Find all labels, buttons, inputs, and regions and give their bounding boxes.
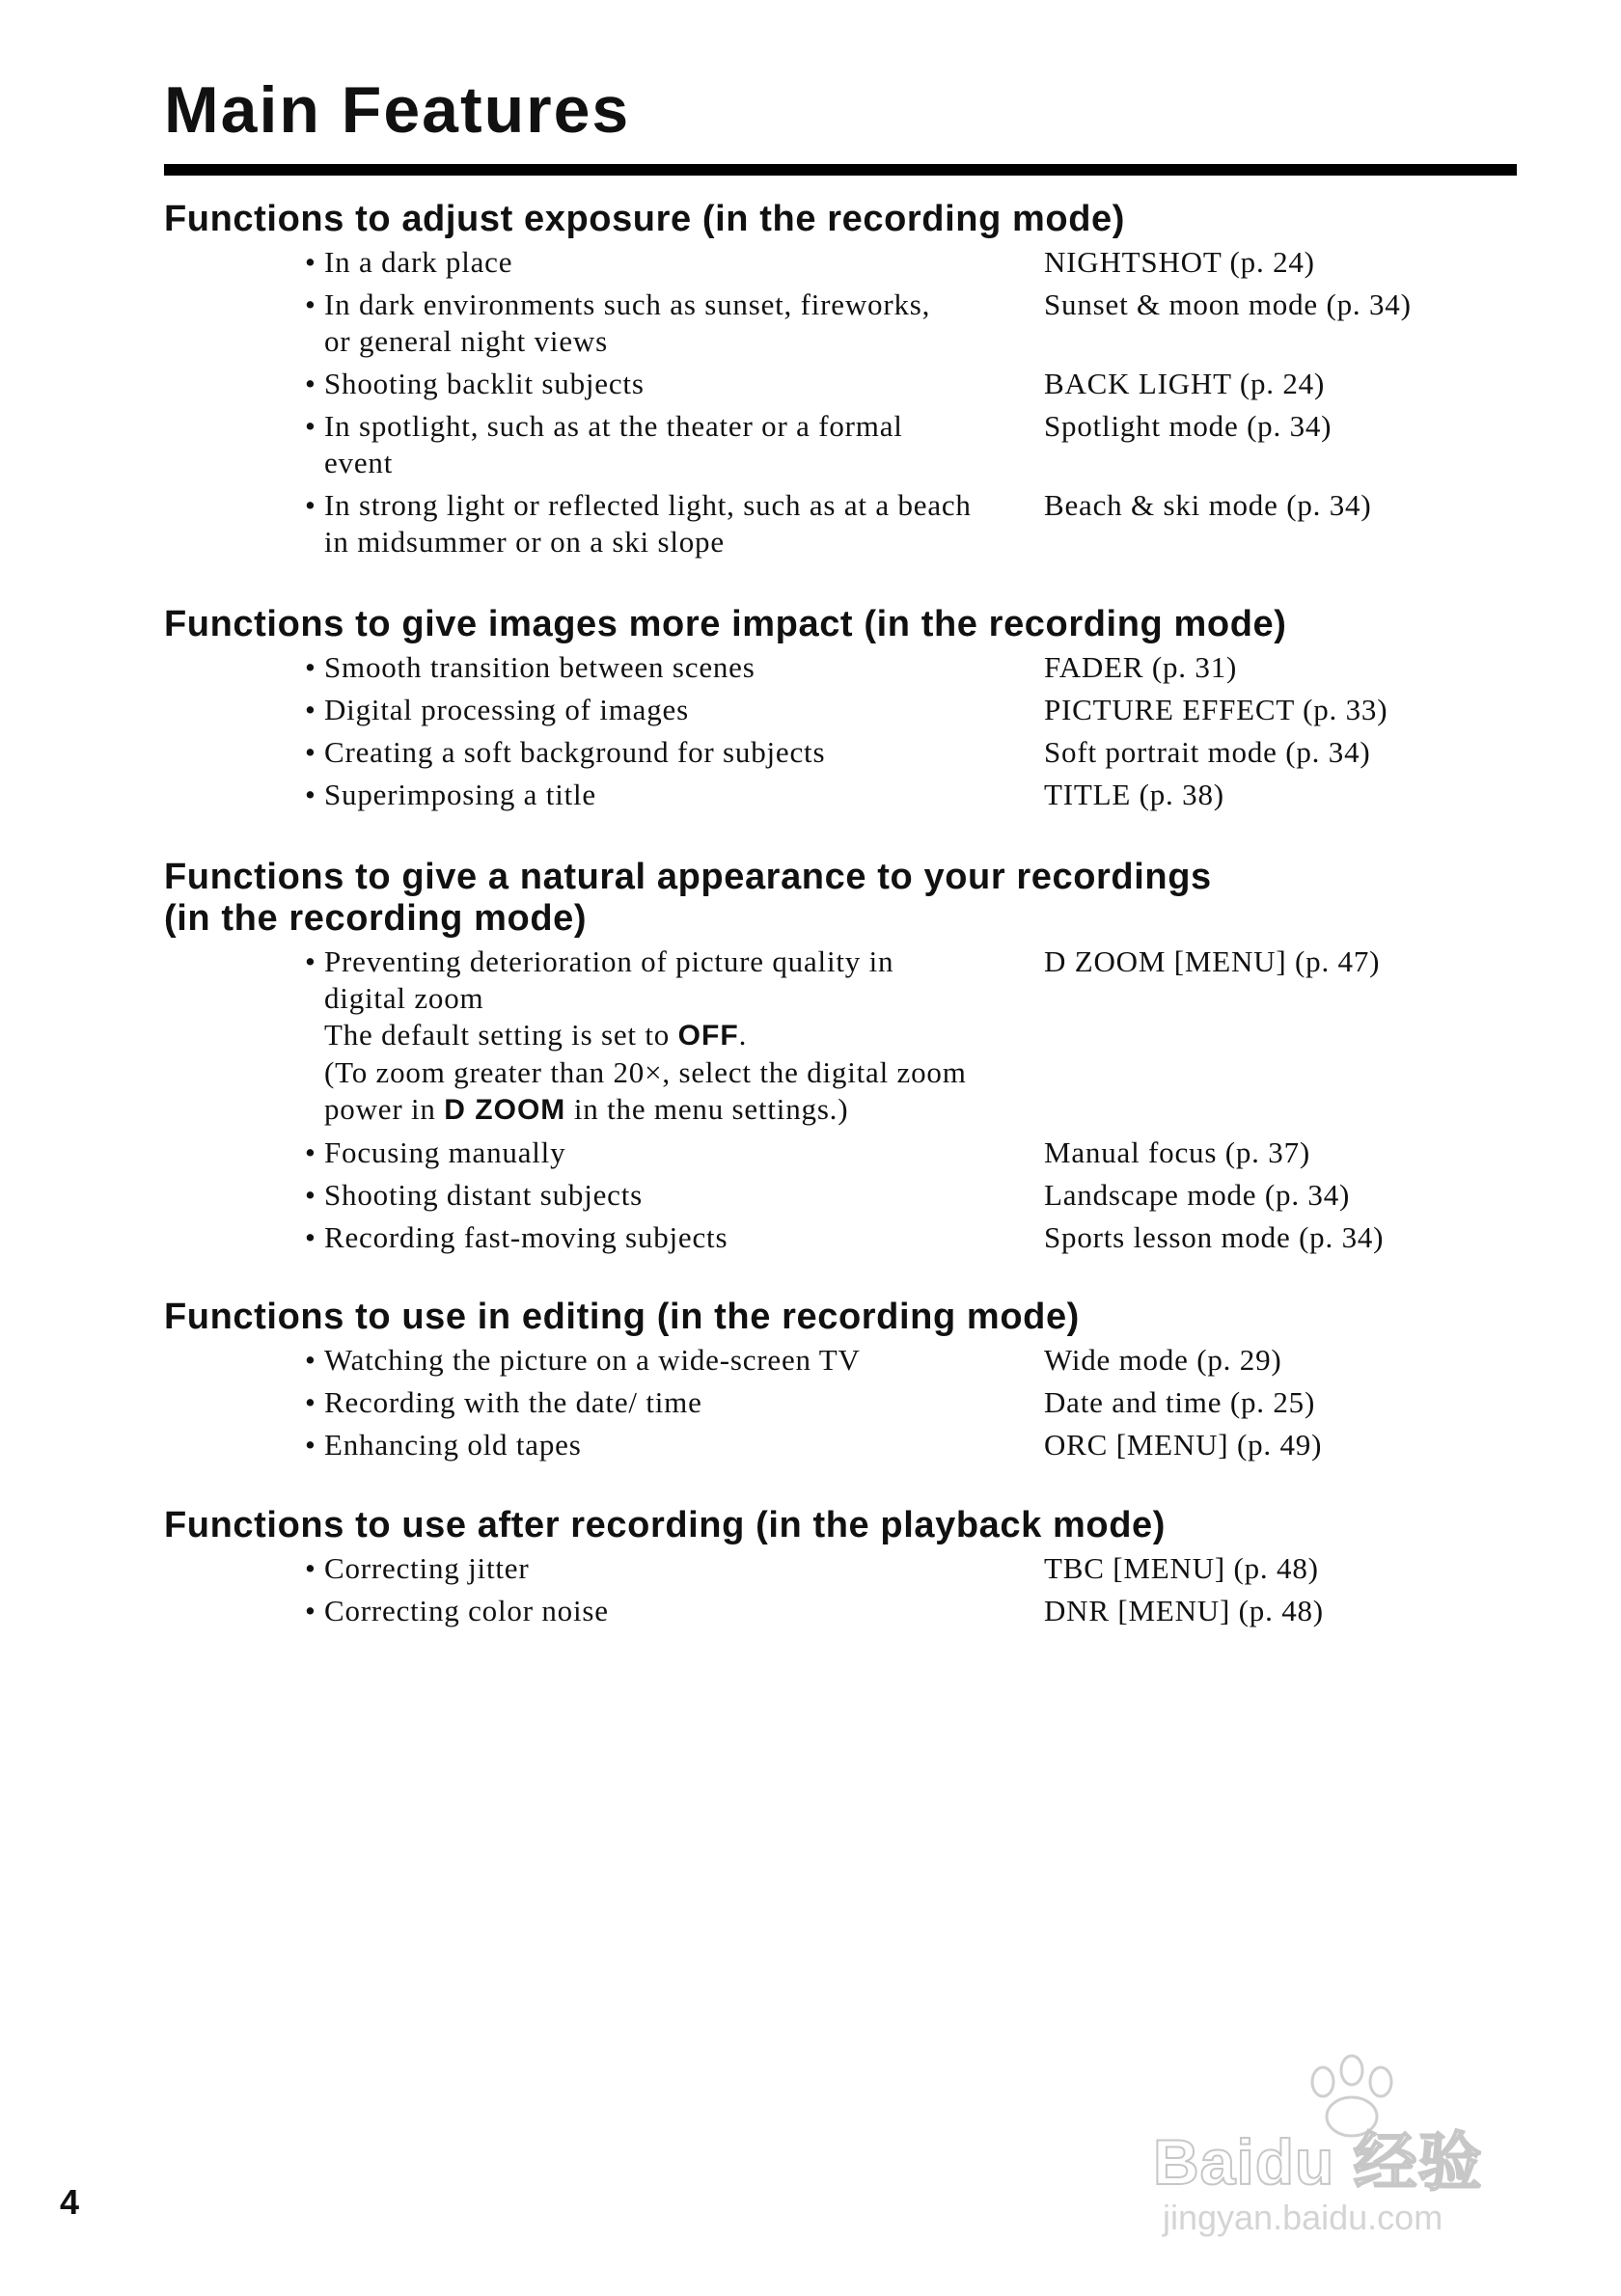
title-rule <box>164 164 1517 176</box>
list-item: • Recording with the date/ time Date and time (p. 25) <box>164 1384 1517 1421</box>
page-reference: Spotlight mode (p. 34) <box>1044 409 1333 443</box>
page-reference: TBC [MENU] (p. 48) <box>1044 1551 1319 1585</box>
page-reference: Soft portrait mode (p. 34) <box>1044 735 1371 769</box>
section-heading: Functions to give a natural appearance to your recordings (in the recording mode) <box>164 857 1212 939</box>
list-item: • In a dark place NIGHTSHOT (p. 24) <box>164 244 1517 281</box>
list-item: • Correcting jitter TBC [MENU] (p. 48) <box>164 1550 1517 1587</box>
list-item: • Superimposing a title TITLE (p. 38) <box>164 777 1517 813</box>
section-heading: Functions to adjust exposure (in the recording mode) <box>164 199 1126 239</box>
section-after-recording <box>164 1505 1517 1629</box>
page-reference: Landscape mode (p. 34) <box>1044 1178 1351 1212</box>
list-item: • Smooth transition between scenes FADER (p. 31) <box>164 649 1517 686</box>
list-item: • Preventing deterioration of picture quality in digital zoom The default setting is set to OFF. (To zoom greater than 20×, select the digital zoom power in D ZOOM in the menu settings.) D ZOOM [MENU] (p. 47) <box>164 943 1517 1129</box>
page-reference: Wide mode (p. 29) <box>1044 1343 1282 1377</box>
watermark <box>1153 2053 1539 2246</box>
list-item: • In spotlight, such as at the theater or a formal event Spotlight mode (p. 34) <box>164 408 1517 481</box>
section-more-impact <box>164 604 1517 813</box>
section-heading: Functions to use in editing (in the recording mode) <box>164 1297 1080 1337</box>
watermark-url: jingyan.baidu.com <box>1163 2198 1443 2237</box>
list-item: • Shooting backlit subjects BACK LIGHT (p. 24) <box>164 366 1517 402</box>
section-heading: Functions to use after recording (in the playback mode) <box>164 1505 1167 1545</box>
list-item: • Correcting color noise DNR [MENU] (p. 48) <box>164 1593 1517 1629</box>
page-reference: ORC [MENU] (p. 49) <box>1044 1428 1323 1462</box>
list-item: • Enhancing old tapes ORC [MENU] (p. 49) <box>164 1427 1517 1463</box>
page-reference: Manual focus (p. 37) <box>1044 1135 1310 1169</box>
list-item: • Shooting distant subjects Landscape mode (p. 34) <box>164 1177 1517 1214</box>
page-number: 4 <box>60 2182 80 2222</box>
list-item: • In dark environments such as sunset, fireworks, or general night views Sunset & moon mode (p. 34) <box>164 287 1517 360</box>
page-reference: BACK LIGHT (p. 24) <box>1044 367 1326 400</box>
page-reference: Sunset & moon mode (p. 34) <box>1044 287 1412 321</box>
page-reference: Date and time (p. 25) <box>1044 1385 1316 1419</box>
page-reference: TITLE (p. 38) <box>1044 778 1224 811</box>
list-item: • Focusing manually Manual focus (p. 37) <box>164 1134 1517 1171</box>
section-natural-appearance <box>164 857 1517 1256</box>
section-editing <box>164 1297 1517 1463</box>
page-reference: D ZOOM [MENU] (p. 47) <box>1044 944 1381 978</box>
watermark-logo-text: Baidu 经验 <box>1153 2126 1483 2198</box>
list-item: • Watching the picture on a wide-screen TV Wide mode (p. 29) <box>164 1342 1517 1379</box>
page-reference: PICTURE EFFECT (p. 33) <box>1044 693 1388 726</box>
section-heading: Functions to give images more impact (in the recording mode) <box>164 604 1287 644</box>
page-reference: FADER (p. 31) <box>1044 650 1238 684</box>
list-item: • Digital processing of images PICTURE EFFECT (p. 33) <box>164 692 1517 728</box>
list-item: • Recording fast-moving subjects Sports lesson mode (p. 34) <box>164 1219 1517 1256</box>
list-item: • In strong light or reflected light, such as at a beach in midsummer or on a ski slope Beach & ski mode (p. 34) <box>164 487 1517 560</box>
page-reference: Beach & ski mode (p. 34) <box>1044 488 1372 522</box>
page-reference: NIGHTSHOT (p. 24) <box>1044 245 1315 279</box>
section-adjust-exposure <box>164 199 1517 560</box>
page-reference: DNR [MENU] (p. 48) <box>1044 1594 1324 1627</box>
list-item: • Creating a soft background for subjects Soft portrait mode (p. 34) <box>164 734 1517 771</box>
page-title: Main Features <box>164 73 631 147</box>
page-reference: Sports lesson mode (p. 34) <box>1044 1220 1385 1254</box>
